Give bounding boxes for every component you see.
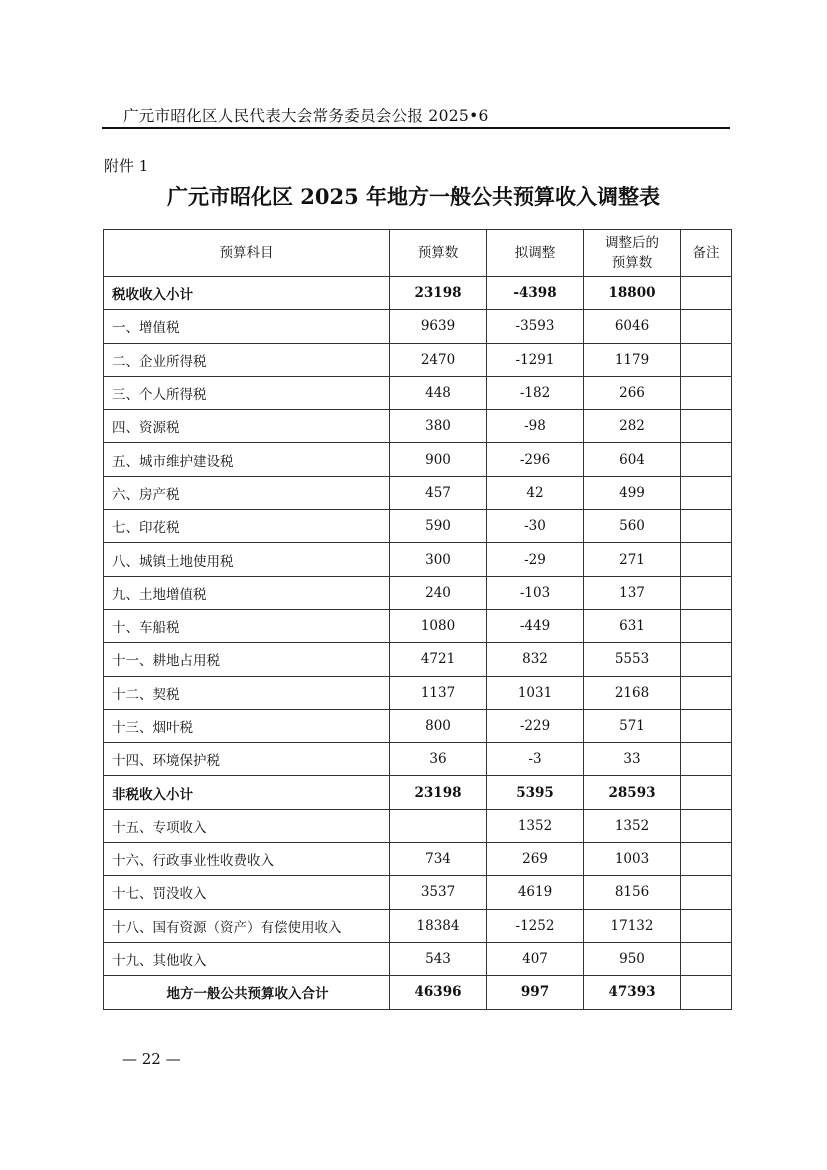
- cell-note: [681, 476, 732, 509]
- table-row: [104, 476, 732, 509]
- cell-adjusted: 266: [584, 376, 681, 409]
- cell-note: [681, 876, 732, 909]
- cell-subject: 地方一般公共预算收入合计: [104, 976, 390, 1009]
- cell-subject: 九、土地增值税: [104, 576, 390, 609]
- cell-budget: 9639: [390, 310, 487, 343]
- cell-budget: 23198: [390, 776, 487, 809]
- cell-adjusted: 33: [584, 743, 681, 776]
- cell-budget: 1080: [390, 609, 487, 642]
- cell-subject: 六、房产税: [104, 476, 390, 509]
- cell-note: [681, 709, 732, 742]
- header-adjusted-line1: 调整后的: [605, 235, 659, 251]
- cell-adjust: 1352: [487, 809, 584, 842]
- cell-note: [681, 776, 732, 809]
- cell-adjust: 407: [487, 942, 584, 975]
- cell-adjusted: 5553: [584, 643, 681, 676]
- cell-subject: 十一、耕地占用税: [104, 643, 390, 676]
- table-row: [104, 976, 732, 1009]
- cell-note: [681, 576, 732, 609]
- cell-subject: 十三、烟叶税: [104, 709, 390, 742]
- cell-adjusted: 271: [584, 543, 681, 576]
- cell-subject: 八、城镇土地使用税: [104, 543, 390, 576]
- cell-adjust: -29: [487, 543, 584, 576]
- table-row: [104, 410, 732, 443]
- cell-budget: 46396: [390, 976, 487, 1009]
- cell-subject: 二、企业所得税: [104, 343, 390, 376]
- cell-adjusted: 631: [584, 609, 681, 642]
- table-row: [104, 776, 732, 809]
- cell-adjust: -296: [487, 443, 584, 476]
- header-adjusted: [584, 230, 681, 277]
- table-row: [104, 809, 732, 842]
- cell-adjust: -103: [487, 576, 584, 609]
- cell-note: [681, 310, 732, 343]
- cell-adjusted: 17132: [584, 909, 681, 942]
- cell-budget: 3537: [390, 876, 487, 909]
- cell-adjusted: 571: [584, 709, 681, 742]
- cell-subject: 十六、行政事业性收费收入: [104, 843, 390, 876]
- cell-adjusted: 1179: [584, 343, 681, 376]
- cell-adjusted: 1352: [584, 809, 681, 842]
- table-row: [104, 909, 732, 942]
- cell-adjusted: 8156: [584, 876, 681, 909]
- cell-adjust: 269: [487, 843, 584, 876]
- table-row: [104, 376, 732, 409]
- cell-subject: 三、个人所得税: [104, 376, 390, 409]
- table-row: [104, 709, 732, 742]
- cell-adjust: -3593: [487, 310, 584, 343]
- bulletin-header: 广元市昭化区人民代表大会常务委员会公报 2025•6: [123, 107, 489, 125]
- table-row: [104, 743, 732, 776]
- header-adjust: 拟调整: [487, 230, 584, 277]
- table-row: [104, 576, 732, 609]
- cell-adjusted: 6046: [584, 310, 681, 343]
- cell-adjusted: 282: [584, 410, 681, 443]
- cell-adjusted: 560: [584, 510, 681, 543]
- cell-adjust: 4619: [487, 876, 584, 909]
- table-row: [104, 676, 732, 709]
- cell-subject: 十五、专项收入: [104, 809, 390, 842]
- cell-adjust: -182: [487, 376, 584, 409]
- cell-adjust: -1252: [487, 909, 584, 942]
- cell-adjusted: 950: [584, 942, 681, 975]
- cell-adjusted: 47393: [584, 976, 681, 1009]
- cell-budget: 734: [390, 843, 487, 876]
- cell-budget: [390, 809, 487, 842]
- header-subject: 预算科目: [104, 230, 390, 277]
- table-row: [104, 643, 732, 676]
- cell-note: [681, 643, 732, 676]
- table-row: [104, 876, 732, 909]
- cell-note: [681, 543, 732, 576]
- cell-adjusted: 499: [584, 476, 681, 509]
- cell-budget: 543: [390, 942, 487, 975]
- cell-subject: 税收收入小计: [104, 277, 390, 310]
- cell-adjust: 5395: [487, 776, 584, 809]
- cell-adjust: -98: [487, 410, 584, 443]
- cell-budget: 240: [390, 576, 487, 609]
- header-divider: [102, 127, 730, 129]
- cell-budget: 590: [390, 510, 487, 543]
- cell-subject: 十九、其他收入: [104, 942, 390, 975]
- cell-note: [681, 376, 732, 409]
- cell-budget: 23198: [390, 277, 487, 310]
- cell-adjusted: 604: [584, 443, 681, 476]
- cell-note: [681, 976, 732, 1009]
- cell-note: [681, 676, 732, 709]
- cell-note: [681, 510, 732, 543]
- cell-subject: 十、车船税: [104, 609, 390, 642]
- cell-subject: 七、印花税: [104, 510, 390, 543]
- cell-budget: 4721: [390, 643, 487, 676]
- table-row: [104, 543, 732, 576]
- table-row: [104, 443, 732, 476]
- cell-adjust: -30: [487, 510, 584, 543]
- cell-note: [681, 277, 732, 310]
- cell-adjusted: 1003: [584, 843, 681, 876]
- cell-note: [681, 443, 732, 476]
- cell-subject: 五、城市维护建设税: [104, 443, 390, 476]
- cell-subject: 四、资源税: [104, 410, 390, 443]
- cell-note: [681, 909, 732, 942]
- cell-note: [681, 743, 732, 776]
- cell-adjust: -1291: [487, 343, 584, 376]
- cell-note: [681, 609, 732, 642]
- page-title: 广元市昭化区 2025 年地方一般公共预算收入调整表: [166, 184, 661, 209]
- cell-adjusted: 18800: [584, 277, 681, 310]
- cell-adjust: 997: [487, 976, 584, 1009]
- cell-adjust: -4398: [487, 277, 584, 310]
- cell-adjust: -3: [487, 743, 584, 776]
- cell-budget: 300: [390, 543, 487, 576]
- table-row: [104, 310, 732, 343]
- cell-adjusted: 28593: [584, 776, 681, 809]
- cell-budget: 800: [390, 709, 487, 742]
- cell-budget: 380: [390, 410, 487, 443]
- cell-adjust: 1031: [487, 676, 584, 709]
- cell-adjust: -229: [487, 709, 584, 742]
- cell-budget: 448: [390, 376, 487, 409]
- cell-note: [681, 410, 732, 443]
- cell-subject: 非税收入小计: [104, 776, 390, 809]
- table-row: [104, 510, 732, 543]
- cell-budget: 900: [390, 443, 487, 476]
- budget-table: [103, 229, 732, 1010]
- cell-subject: 十二、契税: [104, 676, 390, 709]
- table-row: [104, 609, 732, 642]
- cell-budget: 1137: [390, 676, 487, 709]
- table-header-row: [104, 230, 732, 277]
- cell-subject: 十四、环境保护税: [104, 743, 390, 776]
- cell-note: [681, 343, 732, 376]
- cell-note: [681, 809, 732, 842]
- cell-note: [681, 843, 732, 876]
- cell-adjusted: 2168: [584, 676, 681, 709]
- table-row: [104, 277, 732, 310]
- cell-subject: 十七、罚没收入: [104, 876, 390, 909]
- table-row: [104, 942, 732, 975]
- cell-note: [681, 942, 732, 975]
- header-note: 备注: [681, 230, 732, 277]
- cell-budget: 36: [390, 743, 487, 776]
- page-number: — 22 —: [122, 1050, 181, 1068]
- cell-adjust: -449: [487, 609, 584, 642]
- cell-adjust: 42: [487, 476, 584, 509]
- cell-adjust: 832: [487, 643, 584, 676]
- cell-subject: 十八、国有资源（资产）有偿使用收入: [104, 909, 390, 942]
- table-row: [104, 843, 732, 876]
- cell-budget: 457: [390, 476, 487, 509]
- cell-subject: 一、增值税: [104, 310, 390, 343]
- cell-budget: 18384: [390, 909, 487, 942]
- cell-budget: 2470: [390, 343, 487, 376]
- attachment-label: 附件 1: [104, 157, 149, 175]
- cell-adjusted: 137: [584, 576, 681, 609]
- header-adjusted-line2: 预算数: [611, 255, 653, 271]
- table-row: [104, 343, 732, 376]
- header-budget: 预算数: [390, 230, 487, 277]
